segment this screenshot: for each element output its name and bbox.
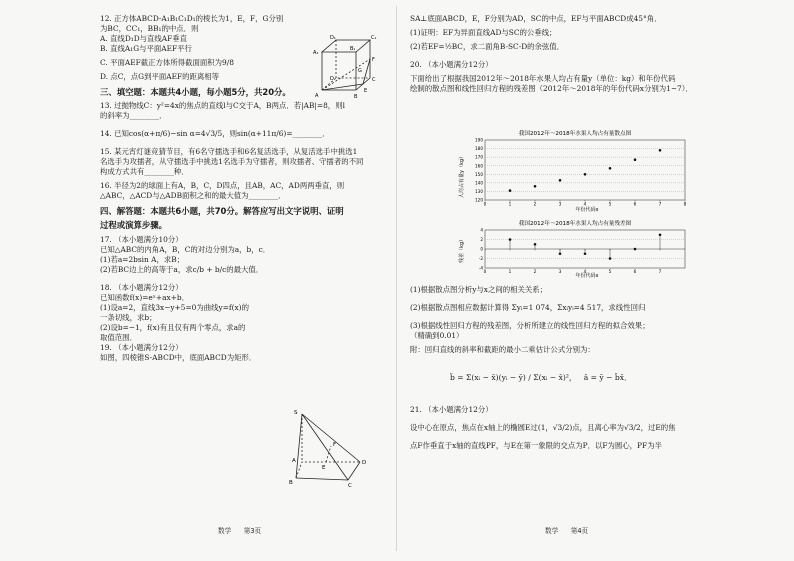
q12-option-b: B. 直线A₁G与平面AEF平行 <box>100 43 192 53</box>
data-point <box>609 167 612 170</box>
pyramid-label: E <box>322 465 326 471</box>
data-point <box>534 185 537 188</box>
pyramid-label: D <box>362 460 367 466</box>
q18-line: 已知函数f(x)=eˣ+ax+b． <box>100 292 190 302</box>
x-tick-label: 4 <box>583 201 587 207</box>
q12-option-d: D. 点C，点G到平面AEF的距离相等 <box>100 71 220 81</box>
solve-questions <box>100 235 382 363</box>
cube-label: E <box>364 88 368 94</box>
q19-line: 如图，四棱锥S-ABCD中，底面ABCD为矩形． <box>100 352 257 362</box>
cube-figure <box>310 30 380 102</box>
y-tick-label: 160 <box>475 163 483 169</box>
q19-line: 19. （本小题满分12分） <box>100 342 183 352</box>
footer-page-number: 第4页 <box>570 527 589 535</box>
y-tick-label: 150 <box>475 171 483 177</box>
x-tick-label: 3 <box>558 269 562 274</box>
cube-label: F <box>372 57 375 63</box>
y-tick-label: 180 <box>475 146 483 152</box>
q15-line: 15. 某元宵灯谜竞猜节目，有6名守擂选手和6名复活选手，从复活选手中挑选1 <box>100 147 358 157</box>
cube-label: A₁ <box>313 50 319 56</box>
q18-line: (1)设a=2，直线3x−y+5=0为曲线y=f(x)的 <box>100 302 249 312</box>
y-tick-label: 2 <box>480 237 483 243</box>
pyramid-figure <box>288 404 370 488</box>
data-point <box>634 158 637 161</box>
y-tick-label: 4 <box>480 227 483 233</box>
footer-page-number: 第3页 <box>243 527 262 535</box>
section-heading-solve-cont: 过程或演算步骤。 <box>100 220 167 231</box>
page-divider <box>396 6 397 551</box>
right-page <box>410 14 715 94</box>
q20-part-2: (2)根据散点图相应数据计算得 Σyᵢ=1 074，Σxᵢyᵢ=4 517，求线性回归 <box>410 302 646 312</box>
q18-line: 取值范围． <box>100 332 137 342</box>
scatter-chart <box>455 128 695 213</box>
formula-a: â = ȳ − b̂x̄． <box>583 372 632 382</box>
q13-line: 的斜率为________． <box>100 111 167 121</box>
data-point <box>534 243 537 246</box>
q17-line: 17. （本小题满分10分） <box>100 234 183 244</box>
q17-line: (2)若BC边上的高等于a，求c/b + b/c的最大值． <box>100 264 264 274</box>
y-tick-label: -4 <box>478 265 483 271</box>
pyramid-label: B <box>289 480 293 486</box>
residual-chart <box>455 218 695 278</box>
x-axis-label: 年份代码x <box>575 273 599 278</box>
x-tick-label: 6 <box>633 201 637 207</box>
data-point <box>659 149 662 152</box>
pyramid-label: S <box>294 410 298 416</box>
right-footer <box>545 525 588 535</box>
chart-title: 我国2012年～2018年水果人均占有量残差图 <box>518 221 632 227</box>
x-tick-label: 2 <box>533 269 537 274</box>
x-tick-label: 6 <box>633 269 637 274</box>
q17-line: (1)若a=2bsin A，求B； <box>100 254 185 264</box>
data-point <box>509 189 512 192</box>
x-tick-label: 7 <box>658 201 662 207</box>
q13-line: 13. 过抛物线C：y²=4x的焦点的直线l与C交于A，B两点．若|AB|=8，则l <box>100 101 345 111</box>
q20-appendix: 附：回归直线的斜率和截距的最小二乘估计公式分别为： <box>410 344 595 354</box>
cube-label: B <box>354 94 358 100</box>
q19-cont-line: (2)若EF=½BC，求二面角B-SC-D的余弦值． <box>410 41 565 51</box>
y-tick-label: 140 <box>475 180 483 186</box>
y-tick-label: 190 <box>475 137 483 143</box>
fill-in-questions <box>100 101 382 201</box>
q12-option-a: A. 直线D₁D与直线AF垂直 <box>100 33 188 43</box>
q19-continued <box>410 14 715 94</box>
x-axis-label: 年份代码x <box>575 207 599 213</box>
q19-cont-line: (1)证明：EF为异面直线AD与SC的公垂线； <box>410 27 557 37</box>
cube-label: D <box>330 76 334 82</box>
y-axis-label: 人均占有量y（kg） <box>459 153 465 199</box>
q20-line: 绘制的散点图和线性回归方程的残差图（2012年～2018年的年份代码x分别为1~7）． <box>410 83 693 93</box>
q12-option-c: C. 平面AEF截正方体所得截面面积为9/8 <box>100 57 234 67</box>
cube-label: C₁ <box>371 35 377 41</box>
pyramid-label: C <box>348 483 352 488</box>
section-heading-solve: 四、解答题：本题共6小题，共70分。解答应写出文字说明、证明 <box>100 206 344 217</box>
x-tick-label: 0 <box>483 201 487 207</box>
q20-line: 20. （本小题满分12分） <box>410 59 493 69</box>
data-point <box>584 173 587 176</box>
plot-frame <box>485 140 685 200</box>
pyramid-label: F <box>333 442 337 448</box>
y-tick-label: -2 <box>478 256 483 262</box>
y-tick-label: 130 <box>475 189 483 195</box>
footer-subject: 数学 <box>545 527 559 535</box>
chart-title: 我国2012年～2018年水果人均占有量散点图 <box>518 131 632 137</box>
x-tick-label: 1 <box>508 201 512 207</box>
q21-line: 点F作垂直于x轴的直线PF，与E在第一象限的交点为P．以F为圆心，PF为半 <box>410 441 662 451</box>
pyramid-label: A <box>292 458 296 464</box>
q14-line: 14. 已知cos(α+π/6)−sin α=4√3/5，则sin(α+11π/6)=________． <box>100 129 330 139</box>
q15-line: 构成方式共有________种． <box>100 167 189 177</box>
x-tick-label: 5 <box>608 269 612 274</box>
q20-precision: （精确到0.01） <box>410 330 464 340</box>
y-axis-label: 残差（kg） <box>459 236 465 264</box>
data-point <box>559 252 562 255</box>
x-tick-label: 2 <box>533 201 537 207</box>
left-footer <box>218 525 261 535</box>
cube-label: B₁ <box>350 46 356 52</box>
data-point <box>509 238 512 241</box>
x-tick-label: 0 <box>483 269 487 274</box>
q18-line: (2)设b=−1，f(x)有且仅有两个零点，求a的 <box>100 322 246 332</box>
data-point <box>559 179 562 182</box>
footer-subject: 数学 <box>218 527 232 535</box>
q21-line: 21. （本小题满分12分） <box>410 405 493 415</box>
cube-label: G <box>358 68 362 74</box>
formula-slope: b̂ = Σ(xᵢ − x̄)(yᵢ − ȳ) / Σ(xᵢ − x̄)²， â = ȳ − b̂x̄． <box>450 372 632 382</box>
y-tick-label: 120 <box>475 197 483 203</box>
q18-line: 18. （本小题满分12分） <box>100 282 183 292</box>
y-tick-label: 170 <box>475 154 483 160</box>
q20-parts <box>410 285 715 451</box>
y-tick-label: 0 <box>480 246 483 252</box>
q20-line: 下面给出了根据我国2012年～2018年水果人均占有量y（单位：kg）和年份代码 <box>410 73 676 83</box>
cube-label: D₁ <box>330 35 336 41</box>
x-tick-label: 1 <box>508 269 512 274</box>
data-point <box>584 252 587 255</box>
q15-line: 名选手为攻擂者，从守擂选手中挑选1名选手为守擂者，则攻擂者、守擂者的不同 <box>100 157 364 167</box>
q19-cont-line: SA⊥底面ABCD，E，F分别为AD，SC的中点，EF与平面ABCD成45°角． <box>410 14 662 23</box>
formula-b: b̂ = Σ(xᵢ − x̄)(yᵢ − ȳ) / Σ(xᵢ − x̄)² <box>450 372 569 382</box>
cube-label: C <box>372 77 376 83</box>
x-tick-label: 3 <box>558 201 562 207</box>
q17-line: 已知△ABC的内角A，B，C的对边分别为a，b，c． <box>100 244 271 254</box>
q20-part-1: (1)根据散点图分析y与x之间的相关关系； <box>410 285 548 294</box>
data-point <box>659 233 662 236</box>
q20-part-3: (3)根据线性回归方程的残差图，分析所建立的线性回归方程的拟合效果； <box>410 320 650 330</box>
q21-line: 设中心在原点，焦点在x轴上的椭圆E过(1，√3/2)点，且离心率为√3/2，过E的焦 <box>410 423 676 433</box>
x-tick-label: 8 <box>683 201 687 207</box>
q18-line: 一条切线，求b； <box>100 312 157 322</box>
x-tick-label: 4 <box>583 269 587 274</box>
cube-label: A <box>315 93 319 99</box>
q12-line: 12. 正方体ABCD-A₁B₁C₁D₁的棱长为1，E，F，G分别 <box>100 14 284 23</box>
q16-line: △ABC，△ACD与△ADB面积之和的最大值为________． <box>100 191 286 201</box>
x-tick-label: 7 <box>658 269 662 274</box>
section-heading-fill: 三、填空题：本题共4小题，每小题5分，共20分。 <box>100 86 291 97</box>
x-tick-label: 5 <box>608 201 612 207</box>
data-point <box>609 257 612 260</box>
q16-line: 16. 半径为2的球面上有A，B，C，D四点，且AB，AC，AD两两垂直，则 <box>100 181 345 191</box>
data-point <box>634 248 637 251</box>
q12-line: 为BC，CC₁，BB₁的中点．则 <box>100 23 199 33</box>
